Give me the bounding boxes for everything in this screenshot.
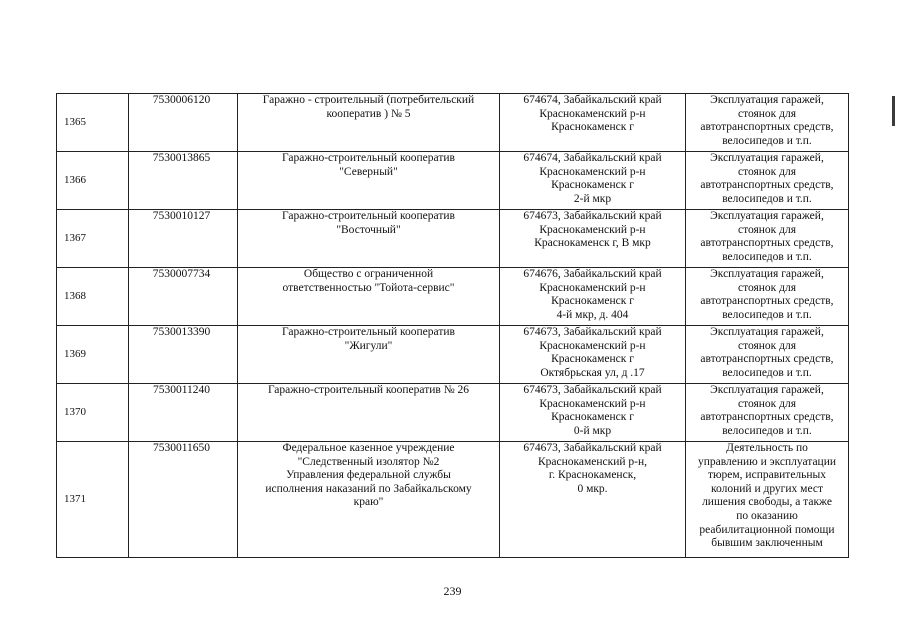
activity-line: Эксплуатация гаражей,	[710, 210, 824, 222]
address-line: 674673, Забайкальский край	[523, 210, 662, 222]
activity-line: автотранспортных средств,	[700, 237, 834, 250]
address-line: Краснокаменск г	[551, 121, 634, 134]
address-line: Октябрьская ул, д .17	[540, 366, 645, 379]
organization-name-line: Федеральное казенное учреждение	[282, 442, 455, 454]
address-cell	[500, 268, 686, 326]
address-cell	[500, 442, 686, 558]
table-row	[57, 210, 849, 268]
activity-line: Эксплуатация гаражей,	[710, 384, 824, 396]
organization-name-line: краю"	[353, 496, 384, 509]
inn-cell	[129, 152, 238, 210]
row-number: 1371	[64, 492, 86, 505]
address-line: 4-й мкр, д. 404	[556, 308, 629, 321]
organization-name-cell	[238, 94, 500, 152]
address-cell	[500, 384, 686, 442]
table-row	[57, 94, 849, 152]
address-cell	[500, 210, 686, 268]
organization-name-line: кооператив ) № 5	[326, 107, 411, 120]
address-line: Краснокаменский р-н	[539, 339, 646, 352]
table-row	[57, 268, 849, 326]
row-number-cell	[57, 94, 129, 152]
inn-cell	[129, 268, 238, 326]
inn-value: 7530010127	[152, 210, 211, 222]
address-line: г. Краснокаменск,	[548, 469, 637, 482]
row-number-cell	[57, 268, 129, 326]
address-line: Краснокаменский р-н	[539, 397, 646, 410]
organization-name-line: Гаражно-строительный кооператив	[282, 152, 455, 164]
inn-value: 7530013865	[152, 152, 211, 164]
organization-name-cell	[238, 384, 500, 442]
registry-table	[56, 93, 849, 558]
activity-line: велосипедов и т.п.	[722, 250, 812, 263]
inn-value: 7530011650	[152, 442, 211, 454]
activity-line: колоний и других мест	[711, 482, 823, 495]
address-cell	[500, 94, 686, 152]
row-number: 1369	[64, 347, 86, 360]
activity-line: велосипедов и т.п.	[722, 308, 812, 321]
activity-cell	[686, 442, 849, 558]
organization-name-line: исполнения наказаний по Забайкальскому	[265, 482, 472, 495]
inn-cell	[129, 210, 238, 268]
organization-name-line: "Следственный изолятор №2	[297, 455, 440, 468]
activity-line: тюрем, исправительных	[707, 469, 827, 482]
address-line: Краснокаменск г, В мкр	[534, 237, 651, 250]
activity-line: Деятельность по	[726, 442, 808, 454]
row-number-cell	[57, 210, 129, 268]
organization-name-cell	[238, 442, 500, 558]
inn-value: 7530013390	[152, 326, 211, 338]
activity-cell	[686, 152, 849, 210]
row-number: 1366	[64, 173, 86, 186]
row-number-cell	[57, 326, 129, 384]
address-line: Краснокаменский р-н	[539, 165, 646, 178]
row-number-cell	[57, 442, 129, 558]
activity-line: Эксплуатация гаражей,	[710, 152, 824, 164]
activity-cell	[686, 384, 849, 442]
address-line: Краснокаменский р-н	[539, 107, 646, 120]
address-line: 674674, Забайкальский край	[523, 152, 662, 164]
organization-name-line: ответственностью "Тойота-сервис"	[282, 281, 455, 294]
address-cell	[500, 326, 686, 384]
table-row	[57, 326, 849, 384]
address-line: Краснокаменск г	[551, 295, 634, 308]
address-line: Краснокаменск г	[551, 411, 634, 424]
address-line: 674674, Забайкальский край	[523, 94, 662, 106]
organization-name-cell	[238, 152, 500, 210]
table-row	[57, 152, 849, 210]
inn-cell	[129, 94, 238, 152]
scan-edge-mark	[892, 96, 895, 126]
activity-line: бывшим заключенным	[711, 537, 823, 550]
row-number-cell	[57, 152, 129, 210]
inn-value: 7530011240	[152, 384, 211, 396]
inn-cell	[129, 442, 238, 558]
address-line: 0 мкр.	[577, 482, 608, 495]
inn-cell	[129, 384, 238, 442]
activity-line: по оказанию	[736, 509, 798, 522]
activity-cell	[686, 268, 849, 326]
activity-line: автотранспортных средств,	[700, 121, 834, 134]
activity-line: стоянок для	[737, 339, 797, 352]
address-cell	[500, 152, 686, 210]
row-number-cell	[57, 384, 129, 442]
activity-line: велосипедов и т.п.	[722, 192, 812, 205]
activity-line: автотранспортных средств,	[700, 411, 834, 424]
activity-line: Эксплуатация гаражей,	[710, 94, 824, 106]
activity-line: стоянок для	[737, 281, 797, 294]
table-row	[57, 384, 849, 442]
address-line: 674673, Забайкальский край	[523, 384, 662, 396]
page-number: 239	[443, 584, 462, 598]
address-line: 674673, Забайкальский край	[523, 326, 662, 338]
activity-cell	[686, 94, 849, 152]
address-line: Краснокаменск г	[551, 353, 634, 366]
address-line: 674673, Забайкальский край	[523, 442, 662, 454]
organization-name-line: "Восточный"	[336, 223, 401, 236]
activity-line: лишения свободы, а также	[702, 496, 832, 509]
activity-line: управлению и эксплуатации	[697, 455, 837, 468]
organization-name-line: "Северный"	[339, 165, 398, 178]
organization-name-line: Гаражно - строительный (потребительский	[262, 94, 475, 106]
activity-line: стоянок для	[737, 223, 797, 236]
address-line: 0-й мкр	[573, 424, 612, 437]
activity-line: Эксплуатация гаражей,	[710, 326, 824, 338]
activity-line: велосипедов и т.п.	[722, 134, 812, 147]
table-row	[57, 442, 849, 558]
row-number: 1365	[64, 115, 86, 128]
activity-line: стоянок для	[737, 397, 797, 410]
activity-line: автотранспортных средств,	[700, 179, 834, 192]
row-number: 1368	[64, 289, 86, 302]
activity-line: велосипедов и т.п.	[722, 366, 812, 379]
inn-value: 7530006120	[152, 94, 211, 106]
address-line: Краснокаменский р-н,	[537, 455, 648, 468]
activity-line: Эксплуатация гаражей,	[710, 268, 824, 280]
organization-name-line: Гаражно-строительный кооператив	[282, 326, 455, 338]
organization-name-line: "Жигули"	[344, 339, 393, 352]
activity-line: стоянок для	[737, 165, 797, 178]
organization-name-cell	[238, 326, 500, 384]
inn-value: 7530007734	[152, 268, 211, 280]
activity-line: автотранспортных средств,	[700, 295, 834, 308]
address-line: Краснокаменский р-н	[539, 281, 646, 294]
activity-line: реабилитационной помощи	[699, 523, 835, 536]
activity-line: велосипедов и т.п.	[722, 424, 812, 437]
address-line: Краснокаменск г	[551, 179, 634, 192]
row-number: 1367	[64, 231, 86, 244]
activity-cell	[686, 210, 849, 268]
organization-name-line: Общество с ограниченной	[303, 268, 434, 280]
address-line: 2-й мкр	[573, 192, 612, 205]
inn-cell	[129, 326, 238, 384]
organization-name-line: Гаражно-строительный кооператив № 26	[267, 384, 470, 396]
activity-cell	[686, 326, 849, 384]
address-line: Краснокаменский р-н	[539, 223, 646, 236]
organization-name-line: Управления федеральной службы	[286, 469, 451, 482]
activity-line: стоянок для	[737, 107, 797, 120]
organization-name-line: Гаражно-строительный кооператив	[282, 210, 455, 222]
activity-line: автотранспортных средств,	[700, 353, 834, 366]
organization-name-cell	[238, 210, 500, 268]
row-number: 1370	[64, 405, 86, 418]
organization-name-cell	[238, 268, 500, 326]
registry-table-body	[57, 94, 849, 558]
address-line: 674676, Забайкальский край	[523, 268, 662, 280]
